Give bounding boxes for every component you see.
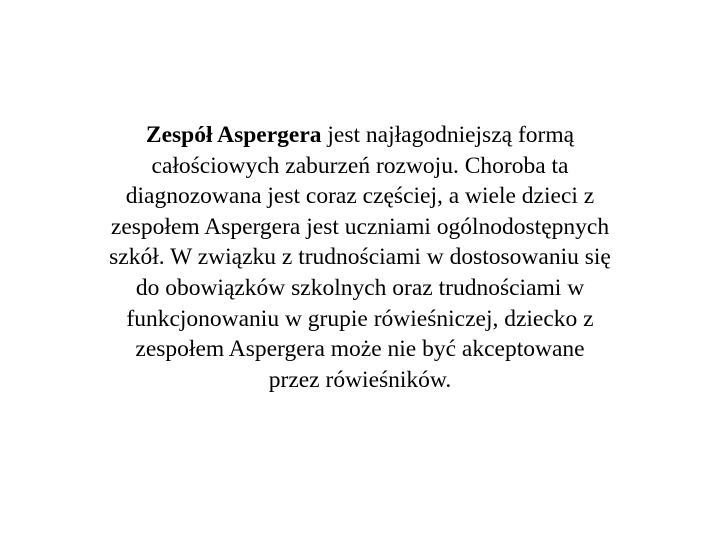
paragraph-line-3: diagnozowana jest coraz częściej, a wiele dzieci z [125,183,595,210]
paragraph-line-6: do obowiązków szkolnych oraz trudnościami w [135,274,585,301]
paragraph-line-1 [40,120,680,151]
paragraph-line-2: całościowych zaburzeń rozwoju. Choroba ta [151,152,569,179]
paragraph-lead-bold: Zespół Aspergera [145,122,322,148]
paragraph [40,120,680,395]
paragraph-line-4: zespołem Aspergera jest uczniami ogólnodostępnych [110,213,610,240]
paragraph-line-1-rest: jest najłagodniejszą formą [321,122,575,148]
paragraph-line-8: zespołem Aspergera może nie być akceptowane [135,336,585,363]
paragraph-line-5: szkół. W związku z trudnościami w dostosowaniu się [109,244,611,271]
paragraph-line-7: funkcjonowaniu w grupie rówieśniczej, dziecko z [126,305,594,332]
paragraph-line-9: przez rówieśników. [268,366,452,393]
